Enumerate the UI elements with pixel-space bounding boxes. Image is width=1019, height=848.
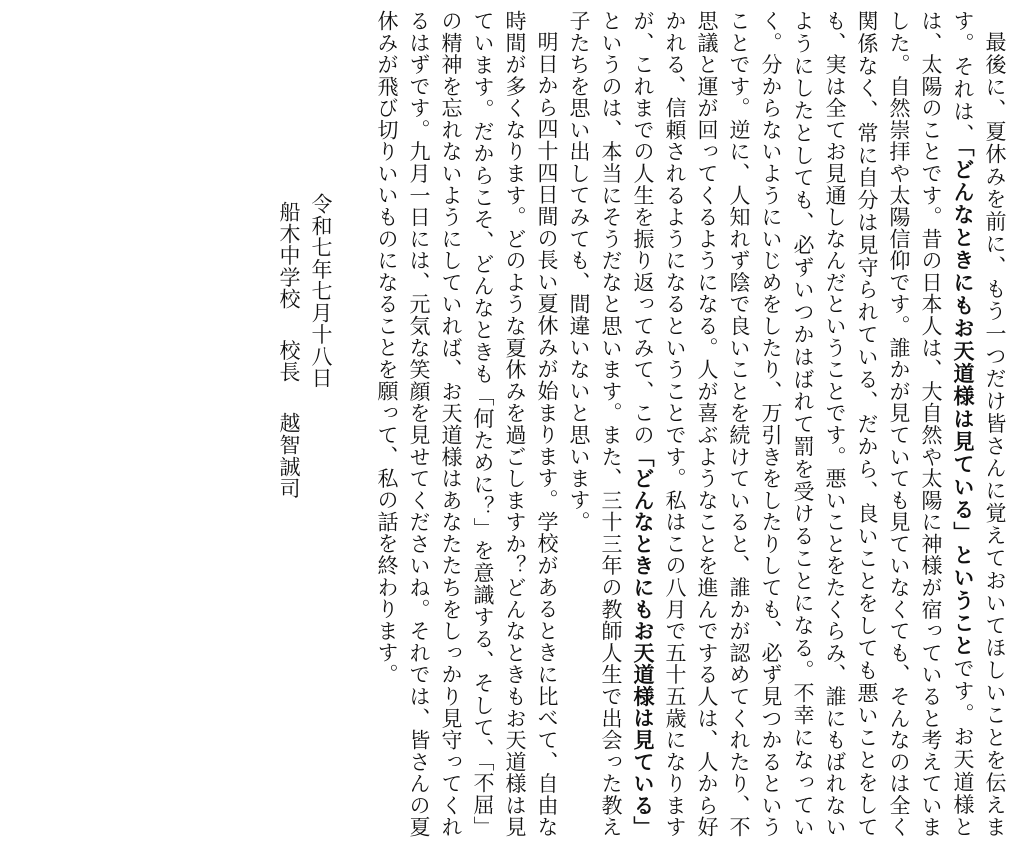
- principal-name: 越智誠司: [277, 412, 301, 500]
- emphasis-phrase-1: 「どんなときにもお天道様は見ている」ということ: [951, 146, 975, 658]
- paragraph-1-text-a: 最後に、夏休みを前に、もう一つだけ皆さんに覚えておいてほしいことを伝えます。それは、: [951, 10, 1007, 838]
- principal-title: 校長: [277, 339, 301, 383]
- paragraph-2-text: 明日から四十四日間の長い夏休みが始まります。学校があるときに比べて、自由な時間が多くなります。どのような夏休みを過ごしますか？どんなときもお天道様は見ています。だからこそ、どんなときも「何ために？」を意識する、そして、「不屈」の精神を忘れないようにしていれば、お天道様はあなたたちをしっかり見守ってくれるはずです。九月一日には、元気な笑顔を見せてくださいね。それでは、皆さんの夏休みが飛び切りいいものになることを願って、私の話を終わります。: [375, 10, 559, 838]
- emphasis-phrase-2: 「どんなときにもお天道様は見ている」: [631, 445, 655, 838]
- school-name: 船木中学校: [277, 201, 301, 310]
- paragraph-1-text-c: です。お天道様とは、太陽のことです。昔の日本人は、大自然や太陽に神様が宿っていると考えていました。自然崇拝や太陽信仰です。誰かが見ていても見ていなくても、そんなのは全く関係なく、常に自分は見守られている、だから、良いことをしても悪いことをしても、実は全てお見通しなんだということです。悪いことをたくらみ、誰にもばれないようにしたとしても、必ずいつかはばれて罰を受けることになる。不幸になっていく。分からないようにいじめをしたり、万引きをしたりしても、必ず見つかるということです。逆に、人知れず陰で良いことを続けていると、誰かが認めてくれたり、不思議と運が回ってくるようになる。人が喜ぶようなことを進んでする人は、人から好かれる、信頼されるようになるということです。私はこの八月で五十五歳になりますが、これまでの人生を振り返ってみて、この: [631, 10, 975, 838]
- signature-line: [273, 10, 305, 838]
- signature-block: [273, 10, 337, 838]
- paragraph-2: [371, 10, 563, 838]
- speech-text-body: [273, 10, 1011, 838]
- paragraph-1-text-e: というのは、本当にそうだなと思います。また、三十三年の教師人生で出会った教え子たちを思い出してみても、間違いないと思います。: [567, 10, 623, 838]
- signature-date: 令和七年七月十八日: [309, 192, 333, 389]
- paragraph-1: [563, 10, 1011, 838]
